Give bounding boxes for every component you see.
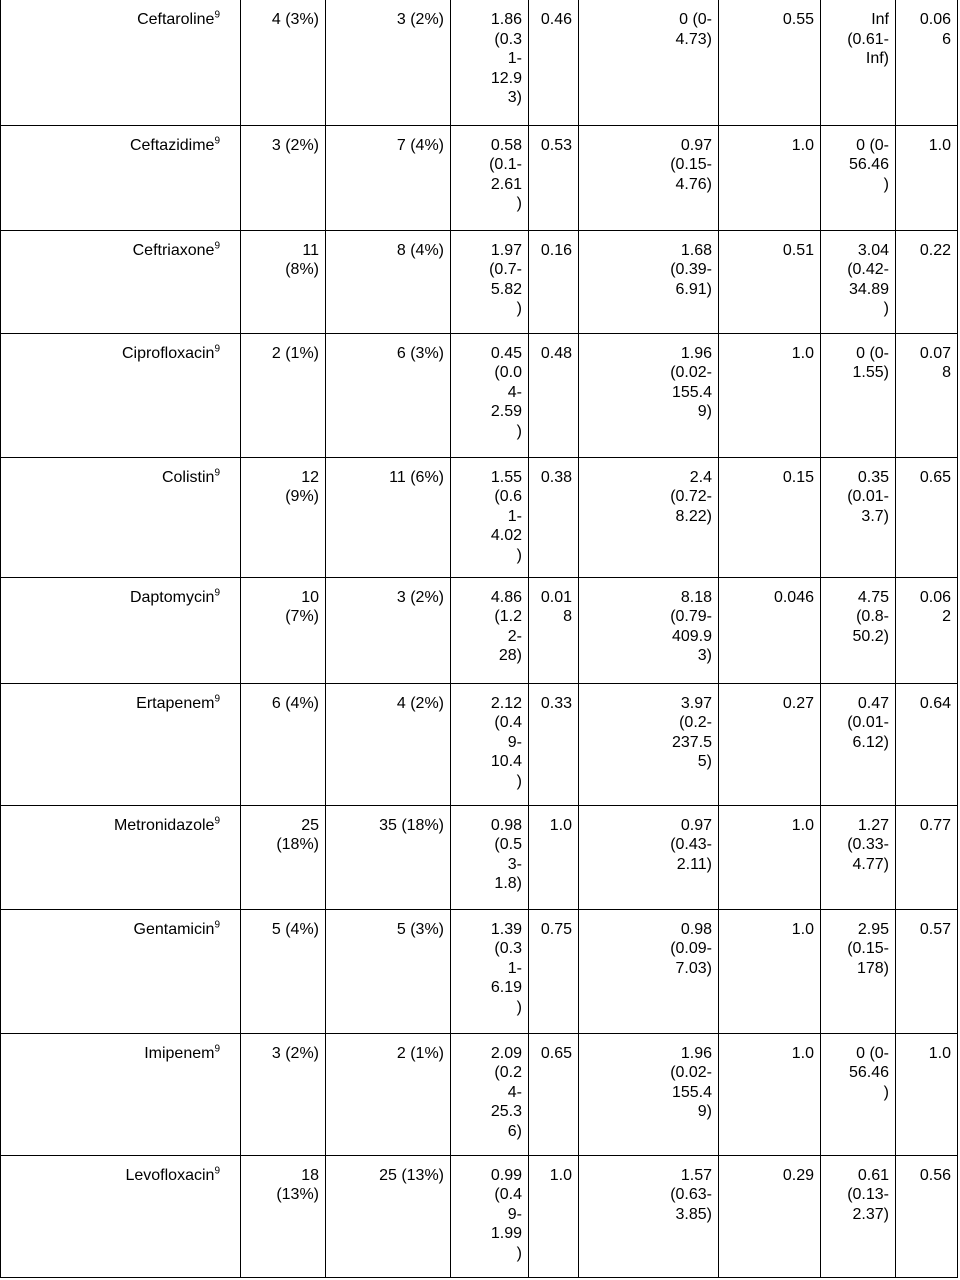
drug-name-cell — [1, 0, 241, 125]
value-cell: 0.33 — [529, 683, 579, 805]
value-cell: 4.75 (0.8- 50.2) — [821, 577, 896, 683]
value-cell: 0 (0- 1.55) — [821, 333, 896, 457]
value-cell: 0.55 — [719, 0, 821, 125]
drug-name-cell — [1, 333, 241, 457]
value-cell: 2.4 (0.72- 8.22) — [579, 457, 719, 577]
table-row — [1, 683, 958, 805]
value-cell: 5 (4%) — [241, 909, 326, 1033]
drug-name-cell — [1, 230, 241, 333]
table-row — [1, 230, 958, 333]
reference-superscript: 9 — [214, 467, 220, 479]
value-cell: 25 (13%) — [326, 1155, 451, 1277]
table-row — [1, 125, 958, 230]
value-cell: 7 (4%) — [326, 125, 451, 230]
reference-superscript: 9 — [214, 240, 220, 252]
value-cell: 1.96 (0.02- 155.4 9) — [579, 333, 719, 457]
table-row — [1, 805, 958, 909]
value-cell: 2.09 (0.2 4- 25.3 6) — [451, 1033, 529, 1155]
value-cell: 18 (13%) — [241, 1155, 326, 1277]
value-cell: 0.98 (0.5 3- 1.8) — [451, 805, 529, 909]
value-cell: 4 (2%) — [326, 683, 451, 805]
drug-name-cell — [1, 577, 241, 683]
value-cell: 0.45 (0.0 4- 2.59 ) — [451, 333, 529, 457]
value-cell: 0.53 — [529, 125, 579, 230]
value-cell: 0.99 (0.4 9- 1.99 ) — [451, 1155, 529, 1277]
value-cell: 1.0 — [529, 1155, 579, 1277]
value-cell: 3 (2%) — [326, 577, 451, 683]
reference-superscript: 9 — [214, 343, 220, 355]
value-cell: 0.046 — [719, 577, 821, 683]
value-cell: 0.46 — [529, 0, 579, 125]
drug-name: Ceftazidime — [129, 136, 215, 154]
value-cell: 0.75 — [529, 909, 579, 1033]
value-cell: 1.97 (0.7- 5.82 ) — [451, 230, 529, 333]
value-cell: 1.27 (0.33- 4.77) — [821, 805, 896, 909]
reference-superscript: 9 — [214, 135, 220, 147]
value-cell: 1.96 (0.02- 155.4 9) — [579, 1033, 719, 1155]
value-cell: 1.0 — [719, 805, 821, 909]
value-cell: 25 (18%) — [241, 805, 326, 909]
value-cell: 0.51 — [719, 230, 821, 333]
reference-superscript: 9 — [214, 587, 220, 599]
value-cell: 0.98 (0.09- 7.03) — [579, 909, 719, 1033]
drug-name: Ertapenem — [136, 694, 215, 712]
value-cell: Inf (0.61- Inf) — [821, 0, 896, 125]
value-cell: 0.35 (0.01- 3.7) — [821, 457, 896, 577]
drug-name-cell — [1, 125, 241, 230]
drug-name-cell — [1, 457, 241, 577]
value-cell: 0.65 — [529, 1033, 579, 1155]
value-cell: 4 (3%) — [241, 0, 326, 125]
value-cell: 0 (0- 56.46 ) — [821, 125, 896, 230]
drug-name: Metronidazole — [113, 816, 215, 834]
value-cell: 0.77 — [896, 805, 958, 909]
reference-superscript: 9 — [214, 815, 220, 827]
value-cell: 3.97 (0.2- 237.5 5) — [579, 683, 719, 805]
value-cell: 1.0 — [719, 1033, 821, 1155]
drug-name-cell — [1, 909, 241, 1033]
table-row — [1, 909, 958, 1033]
drug-name-cell — [1, 683, 241, 805]
table-row — [1, 333, 958, 457]
value-cell: 2 (1%) — [241, 333, 326, 457]
value-cell: 8 (4%) — [326, 230, 451, 333]
value-cell: 0.07 8 — [896, 333, 958, 457]
value-cell: 0.97 (0.43- 2.11) — [579, 805, 719, 909]
value-cell: 3.04 (0.42- 34.89 ) — [821, 230, 896, 333]
value-cell: 2.95 (0.15- 178) — [821, 909, 896, 1033]
value-cell: 1.0 — [529, 805, 579, 909]
value-cell: 0.47 (0.01- 6.12) — [821, 683, 896, 805]
value-cell: 5 (3%) — [326, 909, 451, 1033]
value-cell: 0.64 — [896, 683, 958, 805]
table-body — [1, 0, 958, 1277]
value-cell: 1.68 (0.39- 6.91) — [579, 230, 719, 333]
table-row — [1, 457, 958, 577]
value-cell: 1.0 — [896, 125, 958, 230]
table-row — [1, 0, 958, 125]
value-cell: 1.0 — [719, 909, 821, 1033]
drug-name: Ciprofloxacin — [121, 344, 215, 362]
value-cell: 11 (8%) — [241, 230, 326, 333]
value-cell: 8.18 (0.79- 409.9 3) — [579, 577, 719, 683]
table-row — [1, 1155, 958, 1277]
reference-superscript: 9 — [214, 1043, 220, 1055]
value-cell: 0.06 2 — [896, 577, 958, 683]
value-cell: 2 (1%) — [326, 1033, 451, 1155]
value-cell: 3 (2%) — [326, 0, 451, 125]
drug-name-cell — [1, 805, 241, 909]
value-cell: 6 (3%) — [326, 333, 451, 457]
reference-superscript: 9 — [214, 9, 220, 21]
value-cell: 0.65 — [896, 457, 958, 577]
value-cell: 0.16 — [529, 230, 579, 333]
value-cell: 0.58 (0.1- 2.61 ) — [451, 125, 529, 230]
value-cell: 0.57 — [896, 909, 958, 1033]
value-cell: 3 (2%) — [241, 125, 326, 230]
value-cell: 12 (9%) — [241, 457, 326, 577]
drug-name: Levofloxacin — [125, 1166, 215, 1184]
value-cell: 3 (2%) — [241, 1033, 326, 1155]
value-cell: 0.27 — [719, 683, 821, 805]
reference-superscript: 9 — [214, 1165, 220, 1177]
value-cell: 11 (6%) — [326, 457, 451, 577]
value-cell: 35 (18%) — [326, 805, 451, 909]
value-cell: 0.97 (0.15- 4.76) — [579, 125, 719, 230]
value-cell: 0.22 — [896, 230, 958, 333]
drug-name-cell — [1, 1033, 241, 1155]
drug-name: Daptomycin — [129, 588, 215, 606]
value-cell: 0.56 — [896, 1155, 958, 1277]
value-cell: 1.86 (0.3 1- 12.9 3) — [451, 0, 529, 125]
table-row — [1, 1033, 958, 1155]
drug-name: Gentamicin — [133, 920, 215, 938]
reference-superscript: 9 — [214, 919, 220, 931]
table-row — [1, 577, 958, 683]
value-cell: 0.61 (0.13- 2.37) — [821, 1155, 896, 1277]
value-cell: 4.86 (1.2 2- 28) — [451, 577, 529, 683]
value-cell: 10 (7%) — [241, 577, 326, 683]
drug-name: Imipenem — [144, 1044, 215, 1062]
value-cell: 1.0 — [719, 333, 821, 457]
value-cell: 0.01 8 — [529, 577, 579, 683]
value-cell: 1.57 (0.63- 3.85) — [579, 1155, 719, 1277]
drug-name: Ceftriaxone — [132, 241, 215, 259]
value-cell: 1.0 — [719, 125, 821, 230]
value-cell: 0 (0- 4.73) — [579, 0, 719, 125]
drug-name-cell — [1, 1155, 241, 1277]
value-cell: 0.38 — [529, 457, 579, 577]
value-cell: 6 (4%) — [241, 683, 326, 805]
value-cell: 1.39 (0.3 1- 6.19 ) — [451, 909, 529, 1033]
drug-name: Ceftaroline — [137, 11, 215, 28]
drug-name: Colistin — [161, 468, 215, 486]
value-cell: 0 (0- 56.46 ) — [821, 1033, 896, 1155]
value-cell: 1.55 (0.6 1- 4.02 ) — [451, 457, 529, 577]
value-cell: 1.0 — [896, 1033, 958, 1155]
value-cell: 2.12 (0.4 9- 10.4 ) — [451, 683, 529, 805]
value-cell: 0.15 — [719, 457, 821, 577]
value-cell: 0.29 — [719, 1155, 821, 1277]
value-cell: 0.48 — [529, 333, 579, 457]
reference-superscript: 9 — [214, 693, 220, 705]
value-cell: 0.06 6 — [896, 0, 958, 125]
